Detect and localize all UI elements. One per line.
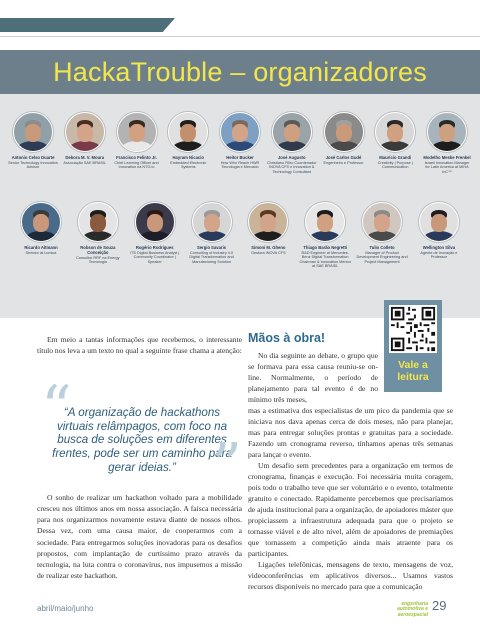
organizer-photo bbox=[13, 112, 53, 152]
torso-shape bbox=[139, 231, 171, 242]
face-shape bbox=[431, 214, 447, 232]
face-shape bbox=[232, 124, 248, 142]
footer-brand-logo: engenharia automotiva e aeroespacial bbox=[397, 601, 428, 618]
torso-shape bbox=[328, 141, 360, 152]
organizer-role: Gestora INOVA CFS bbox=[251, 250, 286, 255]
torso-shape bbox=[224, 141, 256, 152]
face-shape bbox=[439, 124, 455, 142]
right-paragraph-2: Um desafio sem precedentes para a organização em termos de cronograma, finanças e execução. Foi necessária muita coragem, pois todo o trabalho teve que ser voluntário e o evento, totalmente gratuito e conectado. Rapidamente percebemos que precisaríamos de ajuda institucional para a organização, de apoiadores máster que propiciassem a infraestrutura adequada para que o projeto se tornasse viável e de alto nível, além de apoiadores de premiações que tornassem a competição ainda mais atraente para os participantes. bbox=[248, 461, 453, 558]
torso-shape bbox=[17, 141, 49, 152]
organizer-photo bbox=[419, 202, 459, 242]
face-shape bbox=[284, 124, 300, 142]
organizer-role: ITS Digital Business Analyst | Community Coordinator | Speaker bbox=[130, 250, 180, 264]
organizer-name: Wellington Silva bbox=[422, 245, 456, 250]
organizer-photo bbox=[192, 202, 232, 242]
organizer-name: José Carlos Gudé bbox=[325, 155, 362, 160]
torso-shape bbox=[379, 141, 411, 152]
header-stripe bbox=[0, 18, 175, 32]
body-paragraph: O sonho de realizar um hackathon voltado para a mobilidade cresceu nos últimos anos em nossa associação. A faísca necessária para nos organizarmos novamente estava diante de nossos olhos. Dessa vez, com uma causa maior, de cooperarmos com a sociedade. Para entregarmos soluções inovadoras para os desafios propostos, com implantação de curtíssimo prazo através da tecnologia, na luta contra o coronavírus, nos impusemos a missão de realizar este hackathon. bbox=[37, 493, 242, 581]
organizer-role: Christiano Filho Coordenador INOVA CFS e Innovation & Technology Consultant bbox=[266, 160, 317, 174]
organizer-card bbox=[319, 112, 369, 174]
header-divider bbox=[0, 36, 480, 37]
banner-title-bar bbox=[0, 50, 480, 94]
organizer-name: Robson de Souza Conceição bbox=[80, 245, 116, 255]
organizer-card bbox=[163, 112, 213, 174]
page-header-band bbox=[0, 0, 480, 38]
organizer-card bbox=[128, 202, 182, 269]
face-shape bbox=[204, 214, 220, 232]
organizer-photo bbox=[375, 112, 415, 152]
quote-open-mark: “ bbox=[41, 373, 72, 443]
left-column-intro bbox=[37, 334, 242, 356]
torso-shape bbox=[82, 231, 114, 242]
pull-quote bbox=[37, 373, 242, 501]
organizer-role: Chief Learning Officer and Innovation na NTG.io bbox=[114, 160, 159, 170]
organizer-name: Hayram Nicacio bbox=[172, 155, 204, 160]
organizer-name: Modelho Meske Frenkel bbox=[423, 155, 471, 160]
organizer-photo bbox=[168, 112, 208, 152]
torso-shape bbox=[121, 141, 153, 152]
organizer-photo bbox=[117, 112, 157, 152]
organizer-name: José Augusto bbox=[277, 155, 306, 160]
organizer-photo bbox=[220, 112, 260, 152]
organizer-name: Sergio Savaris bbox=[196, 245, 227, 250]
organizer-card bbox=[71, 202, 125, 269]
organizer-role: Agente de Inovação e Professor bbox=[420, 250, 458, 260]
organizer-role: R&D Engineer at Mercedes-Benz Digital Transformation Chairman & Innovation Mentor at SAE BRASIL bbox=[299, 250, 351, 269]
right-column-body bbox=[248, 405, 453, 592]
organizer-role: Associação SAE BRASIL bbox=[63, 160, 107, 165]
organizer-name: Heitor Bucker bbox=[226, 155, 254, 160]
organizers-row-2 bbox=[14, 202, 466, 269]
organizer-photo bbox=[305, 202, 345, 242]
face-shape bbox=[387, 124, 403, 142]
organizer-photo bbox=[248, 202, 288, 242]
torso-shape bbox=[69, 141, 101, 152]
organizer-card bbox=[14, 202, 68, 269]
organizer-card bbox=[412, 202, 466, 269]
organizer-card bbox=[355, 202, 409, 269]
organizer-role: Engenheiro e Professor bbox=[323, 160, 364, 165]
organizer-photo bbox=[427, 112, 467, 152]
banner-title: HackaTrouble – organizadores bbox=[53, 56, 427, 87]
torso-shape bbox=[423, 231, 455, 242]
qr-label: Vale a leitura bbox=[397, 359, 429, 383]
organizer-name: Simoni M. Gheno bbox=[251, 245, 286, 250]
organizer-name: Ricardo Altmann bbox=[24, 245, 58, 250]
organizer-card bbox=[215, 112, 265, 174]
section-heading: Mãos à obra! bbox=[248, 331, 326, 345]
organizer-card bbox=[185, 202, 239, 269]
torso-shape bbox=[366, 231, 398, 242]
torso-shape bbox=[431, 141, 463, 152]
torso-shape bbox=[172, 141, 204, 152]
organizers-banner bbox=[0, 50, 480, 318]
torso-shape bbox=[196, 231, 228, 242]
right-paragraph-1: No dia seguinte ao debate, o grupo que se formava para essa causa reuniu-se on-line. Normalmente, o período de planejamento para tal evento é de no mínimo três meses, bbox=[248, 351, 378, 404]
organizer-photo bbox=[78, 202, 118, 242]
organizer-role: How Who Reach HWR Tecnologia e Mercado bbox=[220, 160, 260, 170]
organizer-name: Tulio Colleto bbox=[369, 245, 395, 250]
organizer-role: Director at Lumica bbox=[25, 250, 57, 255]
organizer-photo bbox=[362, 202, 402, 242]
pull-quote-text: “A organização de hackathons virtuais relâmpagos, com foco na busca de soluções em diferentes frentes, pode ser um caminho para gerar ideias.” bbox=[52, 406, 232, 474]
organizer-card bbox=[370, 112, 420, 174]
organizer-role: Consultor RRF na Energy Tecnologia bbox=[76, 255, 120, 265]
torso-shape bbox=[309, 231, 341, 242]
face-shape bbox=[90, 214, 106, 232]
right-column-top bbox=[248, 350, 378, 405]
face-shape bbox=[129, 124, 145, 142]
qr-callout[interactable] bbox=[384, 300, 442, 392]
face-shape bbox=[147, 214, 163, 232]
right-paragraph-3: Ligações telefônicas, mensagens de texto, mensagens de voz, videoconferências em aplicativos diversos... Usamos vastos recursos disponíveis no mercado para que a comunicação bbox=[248, 560, 453, 591]
organizer-card bbox=[241, 202, 295, 269]
quote-close-mark: ” bbox=[211, 431, 242, 501]
face-shape bbox=[374, 214, 390, 232]
organizer-name: Debora M. V. Moura bbox=[65, 155, 105, 160]
face-shape bbox=[336, 124, 352, 142]
organizer-card bbox=[267, 112, 317, 174]
torso-shape bbox=[25, 231, 57, 242]
organizer-photo bbox=[21, 202, 61, 242]
page-number: 29 bbox=[432, 598, 447, 613]
organizer-role: Israeli Innovation Manager for Latin America at MIHA InC™ bbox=[424, 160, 470, 174]
organizer-role: Consulting of Industry 4.0 Digital Transformation and Manufacturing Solution bbox=[189, 250, 234, 264]
organizer-card bbox=[60, 112, 110, 174]
organizer-name: Francisco Felinto Jr. bbox=[116, 155, 157, 160]
organizer-name: Antonio Celso Duarte bbox=[11, 155, 55, 160]
organizer-card bbox=[298, 202, 352, 269]
organizer-name: Maurício Grandi bbox=[379, 155, 412, 160]
organizer-photo bbox=[324, 112, 364, 152]
organizer-name: Rogério Rodrigues bbox=[135, 245, 174, 250]
face-shape bbox=[260, 214, 276, 232]
qr-code[interactable] bbox=[389, 305, 437, 353]
organizer-card bbox=[422, 112, 472, 174]
footer-issue: abril/maio/junho bbox=[37, 604, 94, 613]
organizer-card bbox=[112, 112, 162, 174]
torso-shape bbox=[252, 231, 284, 242]
organizer-role: Senior Technology Innovation Advisor bbox=[8, 160, 58, 170]
organizer-card bbox=[8, 112, 58, 174]
face-shape bbox=[180, 124, 196, 142]
intro-paragraph: Em meio a tantas informações que recebemos, o interessante título nos leva a um texto no qual a seguinte frase chama a atenção: bbox=[37, 335, 242, 355]
organizers-row-1 bbox=[8, 112, 472, 174]
organizer-photo bbox=[65, 112, 105, 152]
face-shape bbox=[33, 214, 49, 232]
organizer-role: Manager of Product Development Engineering and Project Management bbox=[356, 250, 408, 264]
face-shape bbox=[25, 124, 41, 142]
organizer-role: Embedded Electronic Systems bbox=[170, 160, 207, 170]
left-column-body bbox=[37, 492, 242, 581]
organizer-name: Thiago Barão Negretti bbox=[303, 245, 348, 250]
organizer-photo bbox=[272, 112, 312, 152]
face-shape bbox=[317, 214, 333, 232]
organizer-photo bbox=[135, 202, 175, 242]
organizer-role: Creativity | Purpose | Communication bbox=[377, 160, 413, 170]
right-paragraph-1-cont: mas a estimativa dos especialistas de um pico da pandemia que se iniciava nos dava apenas cerca de dois meses, não para planejar, mas para entregar soluções prontas e gratuitas para a sociedade. Fazendo um cronograma reverso, tínhamos apenas três semanas para lançar o evento. bbox=[248, 406, 453, 459]
torso-shape bbox=[276, 141, 308, 152]
face-shape bbox=[77, 124, 93, 142]
